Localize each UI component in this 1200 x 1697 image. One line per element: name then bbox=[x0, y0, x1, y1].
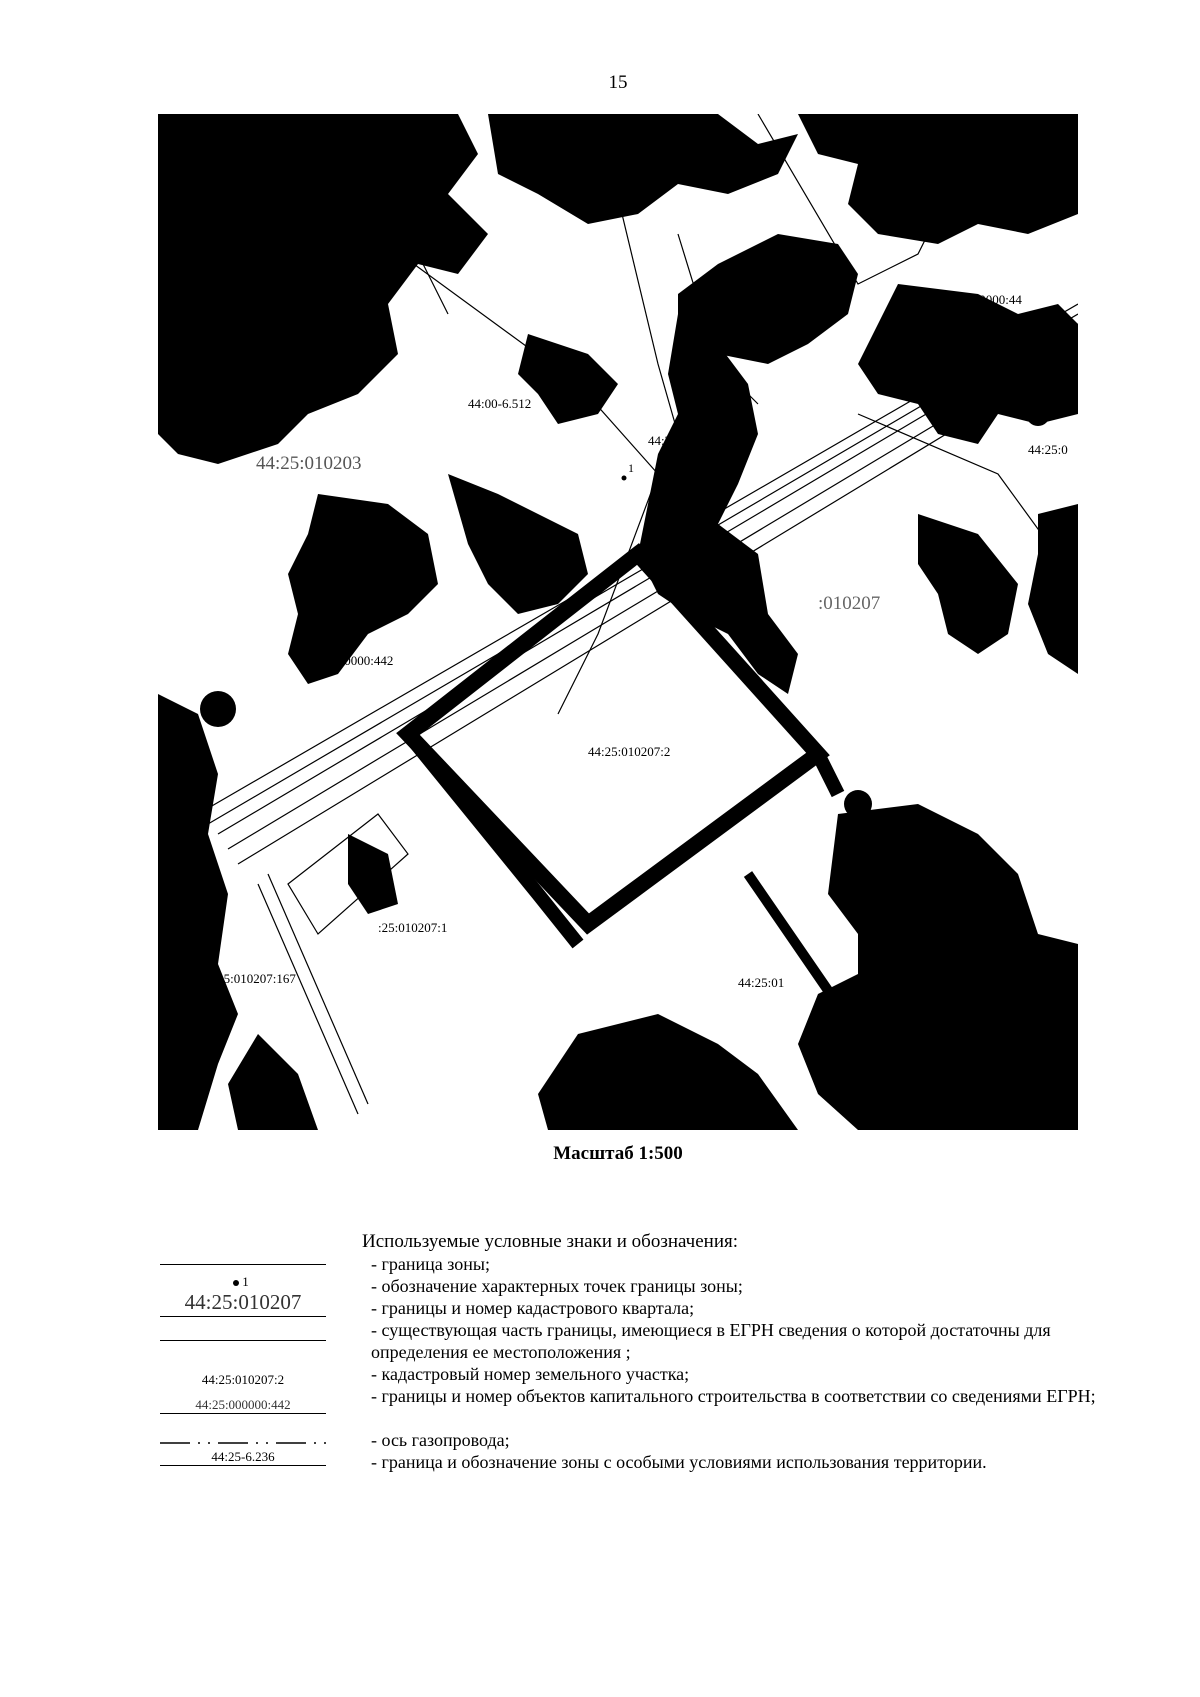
legend-title: Используемые условные знаки и обозначения: bbox=[362, 1231, 739, 1252]
point-label-2: 2 bbox=[688, 533, 694, 547]
zone-boundary-symbol bbox=[160, 1264, 326, 1265]
point-symbol bbox=[233, 1274, 249, 1290]
oks-symbol: 44:25:000000:442 bbox=[160, 1397, 326, 1414]
dash-dot-line-icon bbox=[160, 1441, 326, 1445]
parcel-label-2: 44:25:010207:2 bbox=[588, 744, 671, 759]
quarter-symbol: 44:25:010207 bbox=[160, 1290, 326, 1317]
legend-item-existing-boundary: - существующая часть границы, имеющиеся в ЕГРН сведения о которой достаточны для определения ее местоположения ; bbox=[371, 1320, 1051, 1362]
cadastral-map bbox=[158, 114, 1078, 1130]
point-label-1: 1 bbox=[628, 461, 634, 475]
map-scale: Масштаб 1:500 bbox=[553, 1143, 683, 1164]
zone-label-6-512: 44:00-6.512 bbox=[468, 396, 532, 411]
parcel-label-167: :5:010207:167 bbox=[220, 971, 296, 986]
gas-pipeline-symbol bbox=[160, 1432, 326, 1450]
legend-item-quarter: - границы и номер кадастрового квартала; bbox=[371, 1298, 695, 1318]
parcel-label-1: :25:010207:1 bbox=[378, 920, 448, 935]
legend-item-points: - обозначение характерных точек границы зоны; bbox=[371, 1276, 743, 1296]
legend-item-zone-boundary: - граница зоны; bbox=[371, 1254, 490, 1274]
parcel-label-bottom-right: 44:25:01 bbox=[738, 975, 785, 990]
legend-item-gas-pipeline: - ось газопровода; bbox=[371, 1430, 510, 1450]
point-symbol-label: 1 bbox=[242, 1274, 249, 1289]
quarter-label-010203: 44:25:010203 bbox=[256, 453, 362, 474]
legend-item-oks: - границы и номер объектов капитального строительства в соответствии со сведениями ЕГРН; bbox=[371, 1386, 1096, 1406]
parcel-symbol: 44:25:010207:2 bbox=[201, 1372, 285, 1387]
page-number: 15 bbox=[608, 72, 628, 93]
map-image bbox=[158, 114, 1078, 1130]
legend-item-zone: - граница и обозначение зоны с особыми условиями использования территории. bbox=[371, 1452, 987, 1472]
quarter-label-010207: :010207 bbox=[818, 593, 881, 614]
legend-item-parcel: - кадастровый номер земельного участка; bbox=[371, 1364, 690, 1384]
zone-label-6-236: 44:25-6.236 bbox=[648, 433, 712, 448]
oks-label-top-right: 44:25:000000:44 bbox=[933, 292, 1022, 307]
zone-symbol: 44:25-6.236 bbox=[160, 1449, 326, 1466]
existing-boundary-symbol bbox=[160, 1340, 326, 1341]
oks-label-442: 44:25:000000:442 bbox=[298, 653, 394, 668]
quarter-label-right: 44:25:0 bbox=[1028, 442, 1068, 457]
point-dot-icon bbox=[233, 1280, 239, 1286]
